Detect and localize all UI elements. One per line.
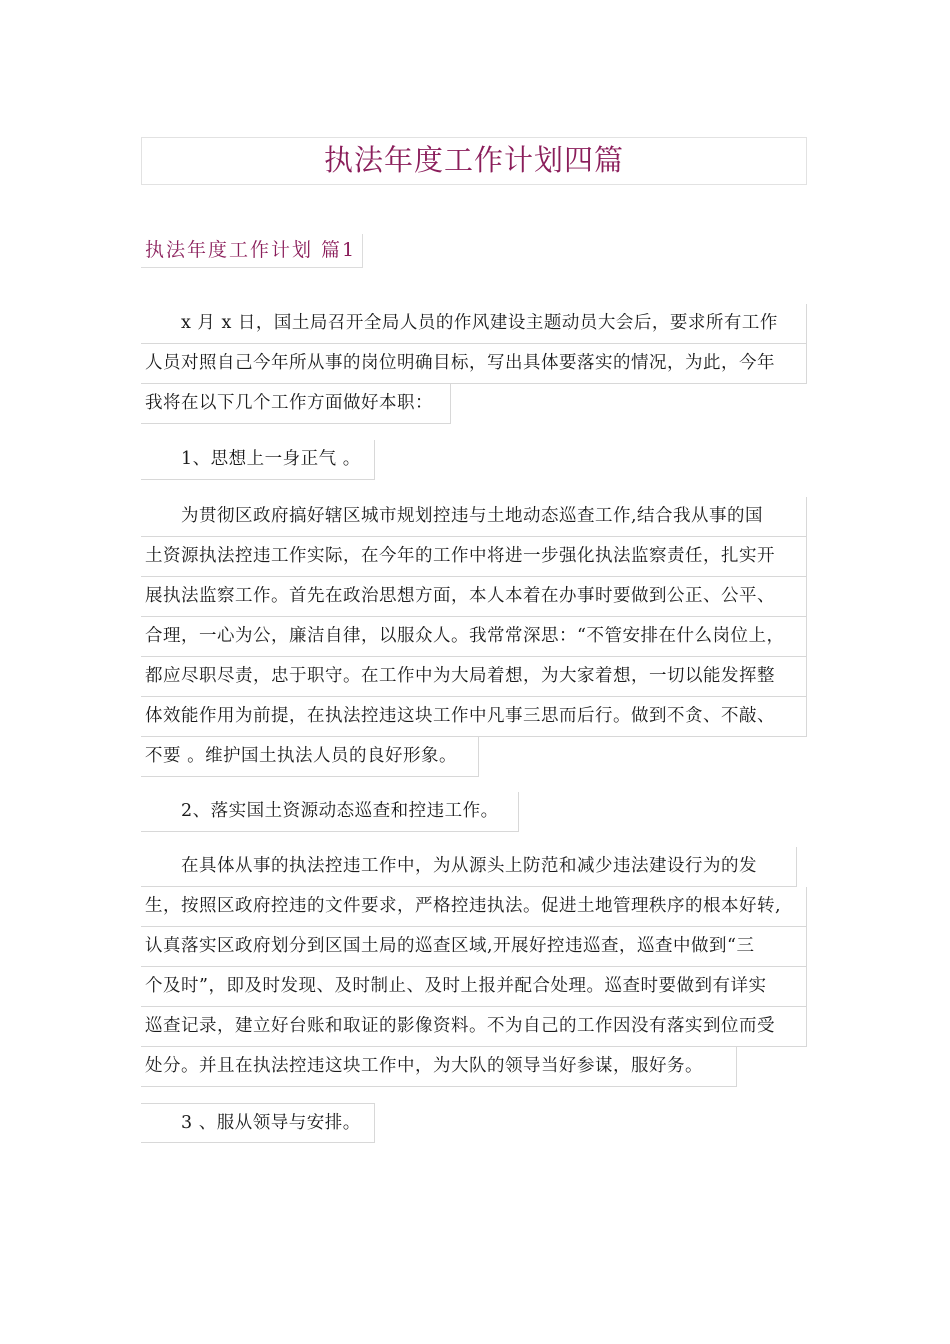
- text-line: 2、落实国土资源动态巡查和控违工作。: [141, 792, 519, 832]
- text-line: 人员对照自己今年所从事的岗位明确目标，写出具体要落实的情况，为此，今年: [141, 344, 807, 384]
- paragraph-intro: [141, 304, 807, 424]
- document-title: 执法年度工作计划四篇: [323, 143, 624, 177]
- section-heading: 执法年度工作计划 篇1: [145, 239, 357, 261]
- text-line: 在具体从事的执法控违工作中，为从源头上防范和减少违法建设行为的发: [141, 847, 797, 887]
- text-line: 我将在以下几个工作方面做好本职：: [141, 384, 451, 424]
- text-line: 都应尽职尽责，忠于职守。在工作中为大局着想，为大家着想，一切以能发挥整: [141, 657, 807, 697]
- section-heading-box: [141, 234, 363, 268]
- document-title-box: [141, 137, 807, 185]
- text-line: 合理，一心为公，廉洁自律，以服众人。我常常深思：“不管安排在什么岗位上，: [141, 617, 807, 657]
- paragraph-point-1: [141, 440, 375, 480]
- text-line: 3 、服从领导与安排。: [141, 1103, 375, 1143]
- paragraph-point-2-body: [141, 847, 807, 1087]
- text-line: 为贯彻区政府搞好辖区城市规划控违与土地动态巡查工作,结合我从事的国: [141, 497, 807, 537]
- text-line: 巡查记录，建立好台账和取证的影像资料。不为自己的工作因没有落实到位而受: [141, 1007, 807, 1047]
- text-line: 认真落实区政府划分到区国土局的巡查区域,开展好控违巡查，巡查中做到“三: [141, 927, 807, 967]
- text-line: x 月 x 日，国土局召开全局人员的作风建设主题动员大会后，要求所有工作: [141, 304, 807, 344]
- text-line: 1、思想上一身正气 。: [141, 440, 375, 480]
- text-line: 体效能作用为前提，在执法控违这块工作中凡事三思而后行。做到不贪、不敲、: [141, 697, 807, 737]
- text-line: 个及时”，即及时发现、及时制止、及时上报并配合处理。巡查时要做到有详实: [141, 967, 807, 1007]
- paragraph-point-3: [141, 1103, 375, 1143]
- text-line: 生，按照区政府控违的文件要求，严格控违执法。促进土地管理秩序的根本好转,: [141, 887, 807, 927]
- paragraph-point-2: [141, 792, 519, 832]
- paragraph-point-1-body: [141, 497, 807, 777]
- text-line: 展执法监察工作。首先在政治思想方面，本人本着在办事时要做到公正、公平、: [141, 577, 807, 617]
- text-line: 不要 。维护国土执法人员的良好形象。: [141, 737, 479, 777]
- text-line: 土资源执法控违工作实际，在今年的工作中将进一步强化执法监察责任，扎实开: [141, 537, 807, 577]
- text-line: 处分。并且在执法控违这块工作中，为大队的领导当好参谋，服好务。: [141, 1047, 737, 1087]
